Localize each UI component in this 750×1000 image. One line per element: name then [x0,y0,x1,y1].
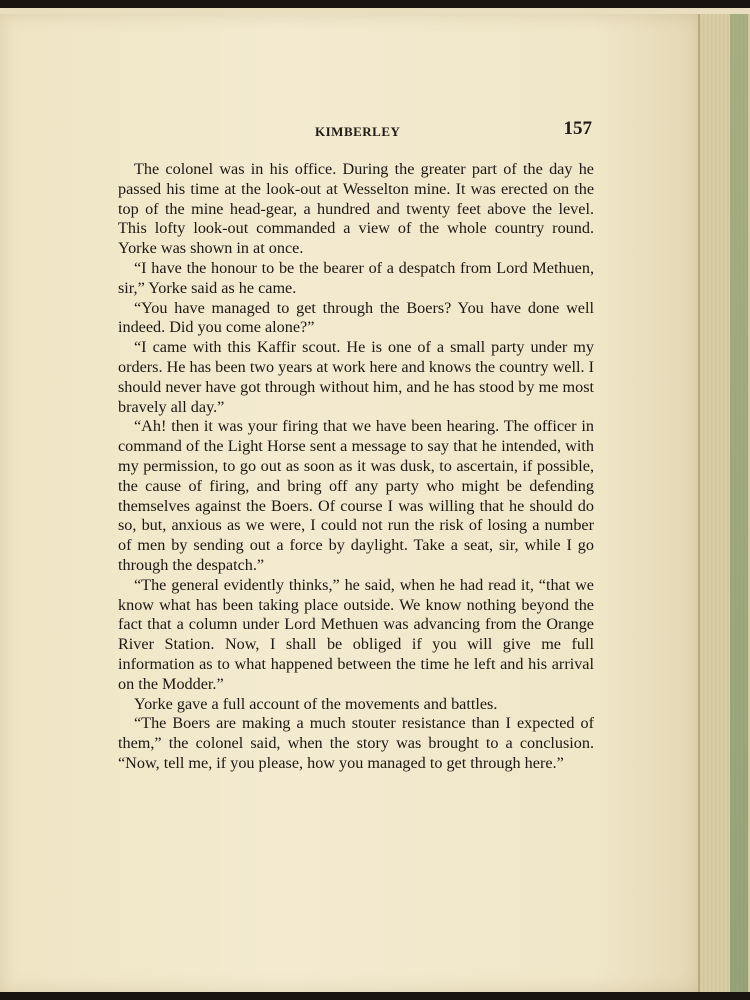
paragraph: “I have the honour to be the bearer of a despatch from Lord Methuen, sir,” Yorke said as he came. [118,258,594,297]
paragraph: “The general evidently thinks,” he said, when he had read it, “that we know what has been taking place outside. We know nothing beyond the fact that a column under Lord Methuen was advancing from the Orange River Station. Now, I shall be obliged if you will give me full information as to what happened between the time he left and his arrival on the Modder.” [118,575,594,693]
paragraph: “I came with this Kaffir scout. He is one of a small party under my orders. He has been two years at work here and knows the country well. I should never have got through without him, and he has stood by me most bravely all day.” [118,338,594,416]
page-edges [698,14,750,992]
book-page [0,14,700,992]
paragraph: Yorke gave a full account of the movements and battles. [134,694,498,713]
page-header [118,118,594,148]
paragraph: “Ah! then it was your firing that we have been hearing. The officer in command of the Light Horse sent a message to say that he intended, with my permission, to go out as soon as it was dusk, to ascertain, if possible, the cause of firing, and bring off any party who might be defending themselves against the Boers. Of course I was willing that he should do so, but, anxious as we were, I could not run the risk of losing a number of men by sending out a force by daylight. Take a seat, sir, while I go through the despatch.” [118,417,594,574]
paragraph: “The Boers are making a much stouter resistance than I expected of them,” the colonel said, when the story was brought to a conclusion. “Now, tell me, if you please, how you managed to get through here.” [118,714,594,772]
paragraph: The colonel was in his office. During the greater part of the day he passed his time at the look-out at Wesselton mine. It was erected on the top of the mine head-gear, a hundred and twenty feet above the level. This lofty look-out commanded a view of the whole country round. Yorke was shown in at once. [118,160,594,258]
page-edge-tint [730,14,748,992]
book [0,8,750,992]
paragraph: “You have managed to get through the Boers? You have done well indeed. Did you come alone?” [118,298,594,337]
running-head: KIMBERLEY [315,124,401,139]
body-text [118,160,594,774]
page-number: 157 [563,118,592,139]
